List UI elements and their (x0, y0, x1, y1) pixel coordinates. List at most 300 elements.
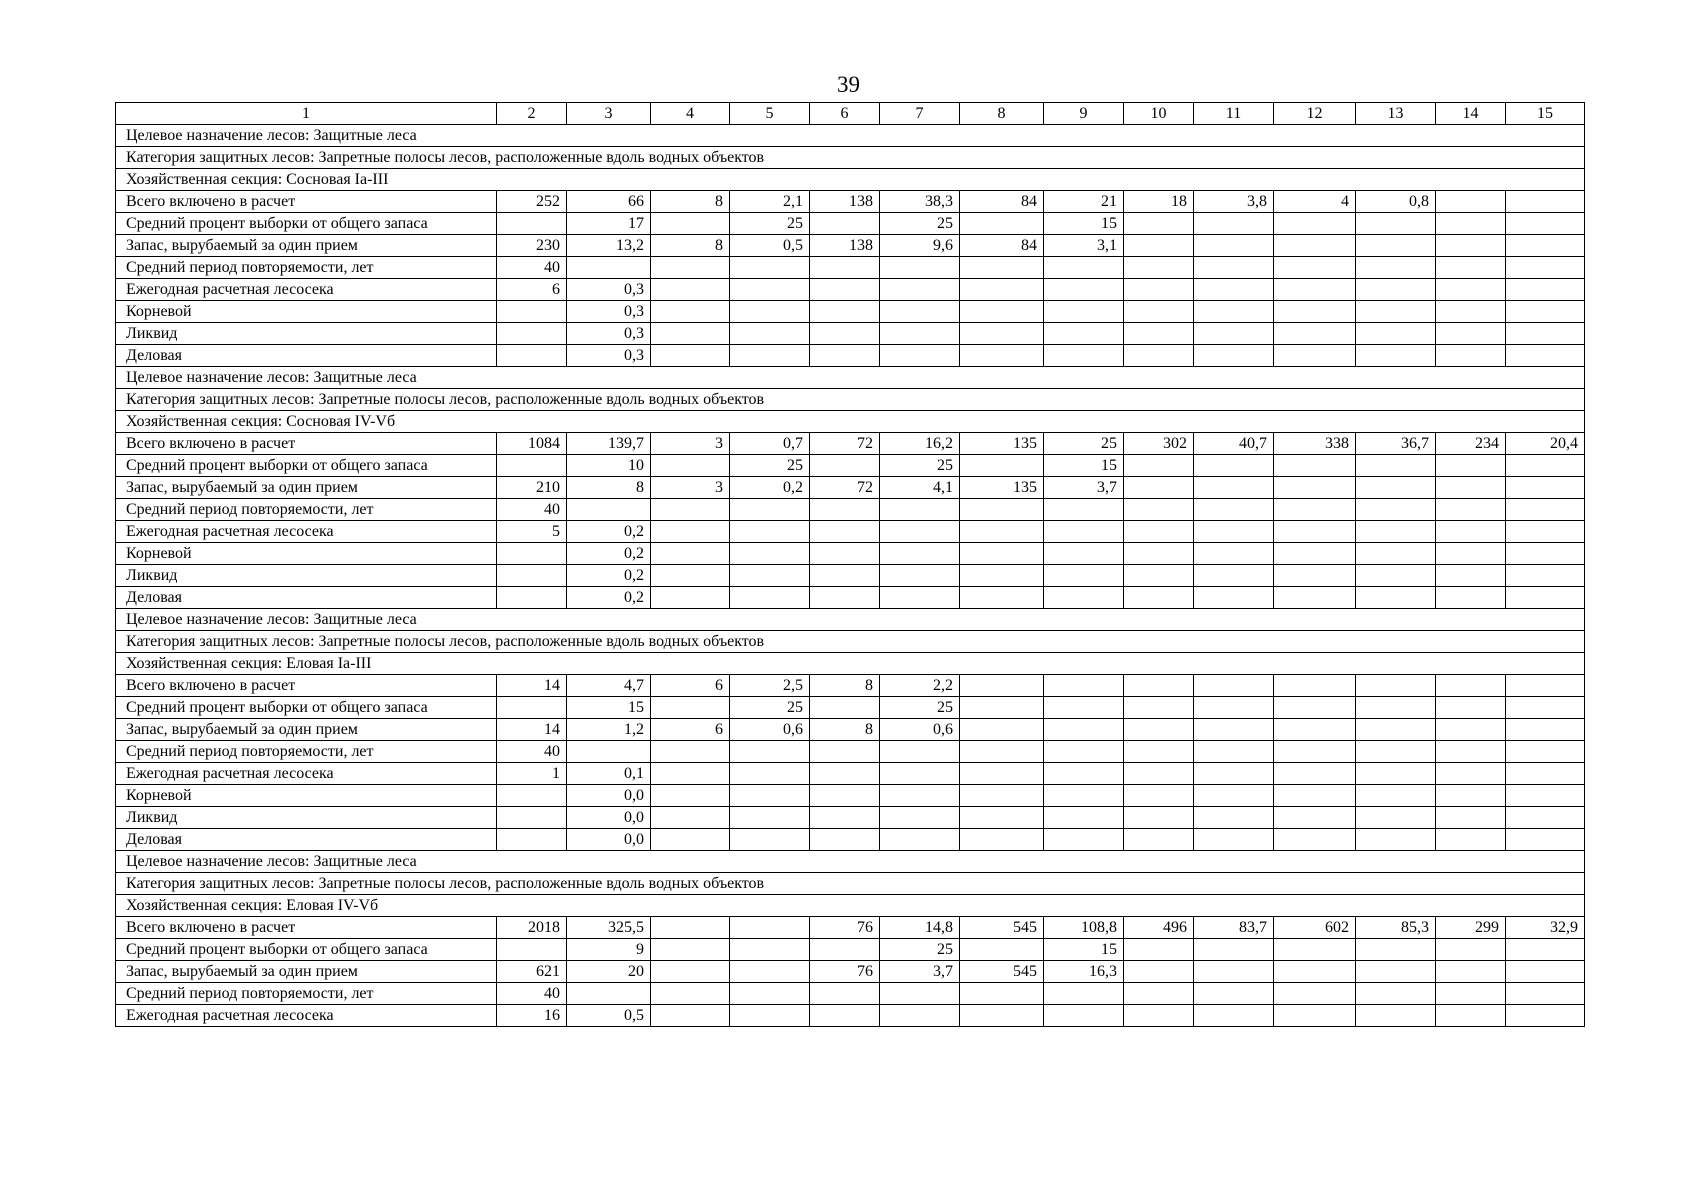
table-cell (567, 499, 651, 521)
table-cell: 3,8 (1194, 191, 1274, 213)
table-cell (1124, 939, 1194, 961)
table-cell: 230 (497, 235, 567, 257)
table-row (116, 785, 1585, 807)
table-row (116, 697, 1585, 719)
table-row (116, 191, 1585, 213)
table-cell (1044, 983, 1124, 1005)
table-cell (1356, 983, 1436, 1005)
table-cell (1506, 675, 1585, 697)
table-cell: 138 (810, 191, 880, 213)
table-cell (1274, 961, 1356, 983)
table-cell (880, 543, 960, 565)
table-cell (1356, 741, 1436, 763)
table-cell (1124, 521, 1194, 543)
table-cell (1436, 477, 1506, 499)
table-cell (1356, 587, 1436, 609)
table-cell (1356, 477, 1436, 499)
table-cell: 3 (651, 477, 730, 499)
table-cell: 72 (810, 433, 880, 455)
table-cell (497, 939, 567, 961)
table-cell (1356, 235, 1436, 257)
table-cell (1044, 741, 1124, 763)
table-cell (651, 521, 730, 543)
table-cell (1274, 829, 1356, 851)
table-cell (730, 939, 810, 961)
table-cell (1356, 829, 1436, 851)
table-cell (1274, 455, 1356, 477)
table-cell (810, 521, 880, 543)
table-cell (1124, 587, 1194, 609)
table-cell (567, 257, 651, 279)
table-cell: 4,1 (880, 477, 960, 499)
column-number-cell: 3 (567, 103, 651, 125)
table-cell (810, 763, 880, 785)
table-cell: 32,9 (1506, 917, 1585, 939)
table-cell (1194, 301, 1274, 323)
table-cell: 0,0 (567, 807, 651, 829)
table-cell (1436, 455, 1506, 477)
table-cell (810, 741, 880, 763)
table-cell: 299 (1436, 917, 1506, 939)
row-label: Деловая (116, 345, 497, 367)
table-cell (1274, 521, 1356, 543)
forest-category-row (116, 631, 1585, 653)
table-cell (1436, 345, 1506, 367)
management-section-label: Хозяйственная секция: Еловая IV-Vб (116, 895, 1585, 917)
table-cell: 0,3 (567, 301, 651, 323)
table-cell: 25 (880, 939, 960, 961)
table-cell (1436, 499, 1506, 521)
row-label: Ежегодная расчетная лесосека (116, 521, 497, 543)
table-cell (1044, 785, 1124, 807)
row-label: Средний период повторяемости, лет (116, 741, 497, 763)
table-cell (1194, 785, 1274, 807)
table-cell (810, 697, 880, 719)
table-cell: 25 (880, 213, 960, 235)
table-cell (810, 565, 880, 587)
table-cell (1506, 741, 1585, 763)
table-cell: 8 (651, 191, 730, 213)
table-cell (730, 741, 810, 763)
forest-category-label: Категория защитных лесов: Запретные полосы лесов, расположенные вдоль водных объектов (116, 873, 1585, 895)
table-cell (810, 455, 880, 477)
table-cell (651, 565, 730, 587)
table-cell (1436, 191, 1506, 213)
management-section-label: Хозяйственная секция: Еловая Ia-III (116, 653, 1585, 675)
table-cell (1044, 499, 1124, 521)
table-cell: 18 (1124, 191, 1194, 213)
row-label: Запас, вырубаемый за один прием (116, 477, 497, 499)
table-cell: 40 (497, 983, 567, 1005)
table-cell (880, 499, 960, 521)
table-cell (1194, 257, 1274, 279)
table-cell (960, 939, 1044, 961)
table-cell (1194, 477, 1274, 499)
table-cell (1436, 323, 1506, 345)
table-cell (960, 741, 1044, 763)
management-section-label: Хозяйственная секция: Сосновая Ia-III (116, 169, 1585, 191)
table-row (116, 235, 1585, 257)
page-number: 39 (837, 72, 860, 97)
table-cell (880, 565, 960, 587)
table-cell: 3,7 (880, 961, 960, 983)
table-cell (960, 587, 1044, 609)
table-cell (1274, 697, 1356, 719)
column-number-cell: 9 (1044, 103, 1124, 125)
table-cell (1194, 279, 1274, 301)
table-cell (651, 697, 730, 719)
table-row (116, 521, 1585, 543)
table-cell (651, 345, 730, 367)
table-cell (1506, 235, 1585, 257)
table-row (116, 587, 1585, 609)
table-cell: 325,5 (567, 917, 651, 939)
table-cell: 0,1 (567, 763, 651, 785)
forest-category-row (116, 389, 1585, 411)
table-cell (1356, 565, 1436, 587)
table-cell (497, 587, 567, 609)
table-row (116, 807, 1585, 829)
table-cell (497, 543, 567, 565)
table-cell: 135 (960, 477, 1044, 499)
table-row (116, 939, 1585, 961)
table-cell (1274, 587, 1356, 609)
table-cell: 9 (567, 939, 651, 961)
table-row (116, 917, 1585, 939)
table-cell (497, 455, 567, 477)
table-cell (730, 587, 810, 609)
table-row (116, 433, 1585, 455)
table-cell (1194, 983, 1274, 1005)
table-cell (1124, 235, 1194, 257)
table-cell (651, 829, 730, 851)
table-cell (1194, 213, 1274, 235)
table-cell (497, 301, 567, 323)
table-cell (960, 521, 1044, 543)
table-cell (1124, 279, 1194, 301)
table-cell (497, 785, 567, 807)
table-cell: 0,7 (730, 433, 810, 455)
table-cell (810, 499, 880, 521)
table-cell (1274, 499, 1356, 521)
table-cell (810, 829, 880, 851)
table-cell: 302 (1124, 433, 1194, 455)
table-cell (730, 829, 810, 851)
table-row (116, 741, 1585, 763)
table-cell: 0,6 (730, 719, 810, 741)
table-cell (651, 543, 730, 565)
table-cell (1194, 719, 1274, 741)
table-cell (1274, 235, 1356, 257)
table-cell: 3,7 (1044, 477, 1124, 499)
table-row (116, 477, 1585, 499)
table-cell (1044, 301, 1124, 323)
row-label: Ежегодная расчетная лесосека (116, 279, 497, 301)
table-cell (1506, 279, 1585, 301)
table-cell (1436, 807, 1506, 829)
table-cell (880, 807, 960, 829)
table-cell (1506, 807, 1585, 829)
table-row (116, 829, 1585, 851)
table-cell (1044, 565, 1124, 587)
column-number-cell: 13 (1356, 103, 1436, 125)
table-cell (730, 543, 810, 565)
row-label: Средний процент выборки от общего запаса (116, 213, 497, 235)
table-cell (960, 499, 1044, 521)
table-cell: 25 (1044, 433, 1124, 455)
table-cell: 496 (1124, 917, 1194, 939)
table-cell (880, 345, 960, 367)
management-section-row (116, 895, 1585, 917)
table-cell: 6 (651, 675, 730, 697)
table-cell (1436, 939, 1506, 961)
table-row (116, 279, 1585, 301)
table-cell: 40 (497, 257, 567, 279)
forest-category-row (116, 147, 1585, 169)
table-cell (810, 1005, 880, 1027)
table-cell (1506, 829, 1585, 851)
table-cell (1044, 521, 1124, 543)
table-cell: 6 (497, 279, 567, 301)
allowable-cut-table (115, 102, 1585, 1027)
row-label: Ликвид (116, 565, 497, 587)
table-cell (1194, 939, 1274, 961)
column-number-cell: 5 (730, 103, 810, 125)
table-cell (1506, 719, 1585, 741)
table-cell (1356, 455, 1436, 477)
table-cell: 40 (497, 499, 567, 521)
table-cell: 21 (1044, 191, 1124, 213)
table-cell (1194, 807, 1274, 829)
table-row (116, 763, 1585, 785)
table-cell (651, 499, 730, 521)
table-cell (1124, 257, 1194, 279)
column-number-cell: 7 (880, 103, 960, 125)
table-cell (1356, 213, 1436, 235)
table-cell (730, 983, 810, 1005)
table-cell (1506, 543, 1585, 565)
table-cell (497, 697, 567, 719)
table-row (116, 961, 1585, 983)
table-cell (880, 829, 960, 851)
table-cell: 15 (1044, 455, 1124, 477)
table-cell (1356, 499, 1436, 521)
table-cell (1274, 345, 1356, 367)
row-label: Деловая (116, 829, 497, 851)
row-label: Всего включено в расчет (116, 917, 497, 939)
table-cell (1436, 763, 1506, 785)
table-cell: 13,2 (567, 235, 651, 257)
table-cell (1436, 543, 1506, 565)
row-label: Ежегодная расчетная лесосека (116, 763, 497, 785)
table-cell: 252 (497, 191, 567, 213)
table-cell (960, 543, 1044, 565)
table-cell (1194, 345, 1274, 367)
table-cell (1124, 543, 1194, 565)
table-cell (810, 279, 880, 301)
table-cell (1124, 807, 1194, 829)
table-cell: 0,0 (567, 829, 651, 851)
table-cell (1356, 675, 1436, 697)
table-cell (1124, 697, 1194, 719)
table-cell (1436, 257, 1506, 279)
table-cell (1124, 763, 1194, 785)
table-cell (651, 917, 730, 939)
table-cell (1506, 213, 1585, 235)
table-cell (1274, 477, 1356, 499)
table-cell (1506, 785, 1585, 807)
table-cell (1124, 499, 1194, 521)
table-cell: 2,1 (730, 191, 810, 213)
table-cell (1506, 983, 1585, 1005)
table-cell (880, 1005, 960, 1027)
table-cell (1044, 543, 1124, 565)
table-cell (730, 763, 810, 785)
row-label: Ежегодная расчетная лесосека (116, 1005, 497, 1027)
table-cell: 8 (651, 235, 730, 257)
row-label: Средний процент выборки от общего запаса (116, 697, 497, 719)
table-cell (810, 785, 880, 807)
table-cell (730, 279, 810, 301)
table-cell (730, 521, 810, 543)
table-cell (880, 983, 960, 1005)
table-cell: 84 (960, 191, 1044, 213)
table-cell (1436, 785, 1506, 807)
table-cell (1124, 477, 1194, 499)
row-label: Средний процент выборки от общего запаса (116, 939, 497, 961)
table-cell (1274, 675, 1356, 697)
table-cell: 0,3 (567, 323, 651, 345)
table-cell (1506, 939, 1585, 961)
table-cell (960, 719, 1044, 741)
row-label: Всего включено в расчет (116, 675, 497, 697)
table-cell (730, 807, 810, 829)
row-label: Деловая (116, 587, 497, 609)
table-cell (960, 697, 1044, 719)
table-cell (1124, 1005, 1194, 1027)
row-label: Корневой (116, 785, 497, 807)
table-cell: 84 (960, 235, 1044, 257)
table-cell (1044, 323, 1124, 345)
table-cell (960, 807, 1044, 829)
column-number-cell: 15 (1506, 103, 1585, 125)
table-cell (1274, 939, 1356, 961)
table-cell (1044, 587, 1124, 609)
table-cell (1356, 1005, 1436, 1027)
table-cell (497, 829, 567, 851)
column-number-cell: 14 (1436, 103, 1506, 125)
table-cell (651, 279, 730, 301)
row-label: Всего включено в расчет (116, 433, 497, 455)
table-cell: 16,2 (880, 433, 960, 455)
column-number-row (116, 103, 1585, 125)
table-cell (1124, 213, 1194, 235)
table-cell: 135 (960, 433, 1044, 455)
table-cell: 138 (810, 235, 880, 257)
table-cell (1356, 257, 1436, 279)
table-cell: 14 (497, 675, 567, 697)
table-cell (880, 323, 960, 345)
management-section-row (116, 169, 1585, 191)
table-row (116, 675, 1585, 697)
table-cell (1356, 323, 1436, 345)
table-cell (730, 323, 810, 345)
table-cell (651, 939, 730, 961)
table-cell (1194, 455, 1274, 477)
table-cell (960, 763, 1044, 785)
table-cell: 1 (497, 763, 567, 785)
column-number-cell: 6 (810, 103, 880, 125)
row-label: Запас, вырубаемый за один прием (116, 961, 497, 983)
table-cell: 4 (1274, 191, 1356, 213)
table-cell (730, 257, 810, 279)
table-cell (1356, 345, 1436, 367)
table-cell (730, 961, 810, 983)
table-cell (880, 279, 960, 301)
table-cell (1356, 785, 1436, 807)
table-cell (960, 455, 1044, 477)
table-cell (1274, 301, 1356, 323)
table-cell: 76 (810, 961, 880, 983)
table-cell (960, 279, 1044, 301)
table-cell (1506, 961, 1585, 983)
table-cell (1356, 543, 1436, 565)
table-cell (651, 1005, 730, 1027)
table-cell (651, 587, 730, 609)
table-cell: 14 (497, 719, 567, 741)
table-cell (1274, 565, 1356, 587)
table-cell (1506, 323, 1585, 345)
table-cell (1124, 719, 1194, 741)
table-cell (1274, 257, 1356, 279)
table-cell: 0,2 (567, 543, 651, 565)
table-cell (1356, 697, 1436, 719)
table-row (116, 345, 1585, 367)
management-section-label: Хозяйственная секция: Сосновая IV-Vб (116, 411, 1585, 433)
table-cell (1356, 301, 1436, 323)
table-cell (651, 785, 730, 807)
table-cell (1044, 719, 1124, 741)
table-cell (960, 983, 1044, 1005)
forest-purpose-row (116, 125, 1585, 147)
table-cell: 8 (567, 477, 651, 499)
column-number-cell: 10 (1124, 103, 1194, 125)
table-cell (1274, 543, 1356, 565)
table-cell (1356, 279, 1436, 301)
table-cell: 40 (497, 741, 567, 763)
row-label: Запас, вырубаемый за один прием (116, 235, 497, 257)
table-cell (651, 807, 730, 829)
table-cell (1274, 741, 1356, 763)
table-cell (1274, 213, 1356, 235)
table-cell (1124, 301, 1194, 323)
forest-purpose-label: Целевое назначение лесов: Защитные леса (116, 367, 1585, 389)
table-cell (1436, 829, 1506, 851)
table-cell: 3 (651, 433, 730, 455)
table-cell (1506, 1005, 1585, 1027)
table-cell: 16 (497, 1005, 567, 1027)
table-cell (651, 455, 730, 477)
table-cell (1506, 191, 1585, 213)
table-cell: 4,7 (567, 675, 651, 697)
forest-purpose-label: Целевое назначение лесов: Защитные леса (116, 851, 1585, 873)
table-cell (810, 983, 880, 1005)
table-cell (651, 961, 730, 983)
table-row (116, 301, 1585, 323)
table-cell (1274, 719, 1356, 741)
table-cell (960, 565, 1044, 587)
table-cell (1274, 279, 1356, 301)
